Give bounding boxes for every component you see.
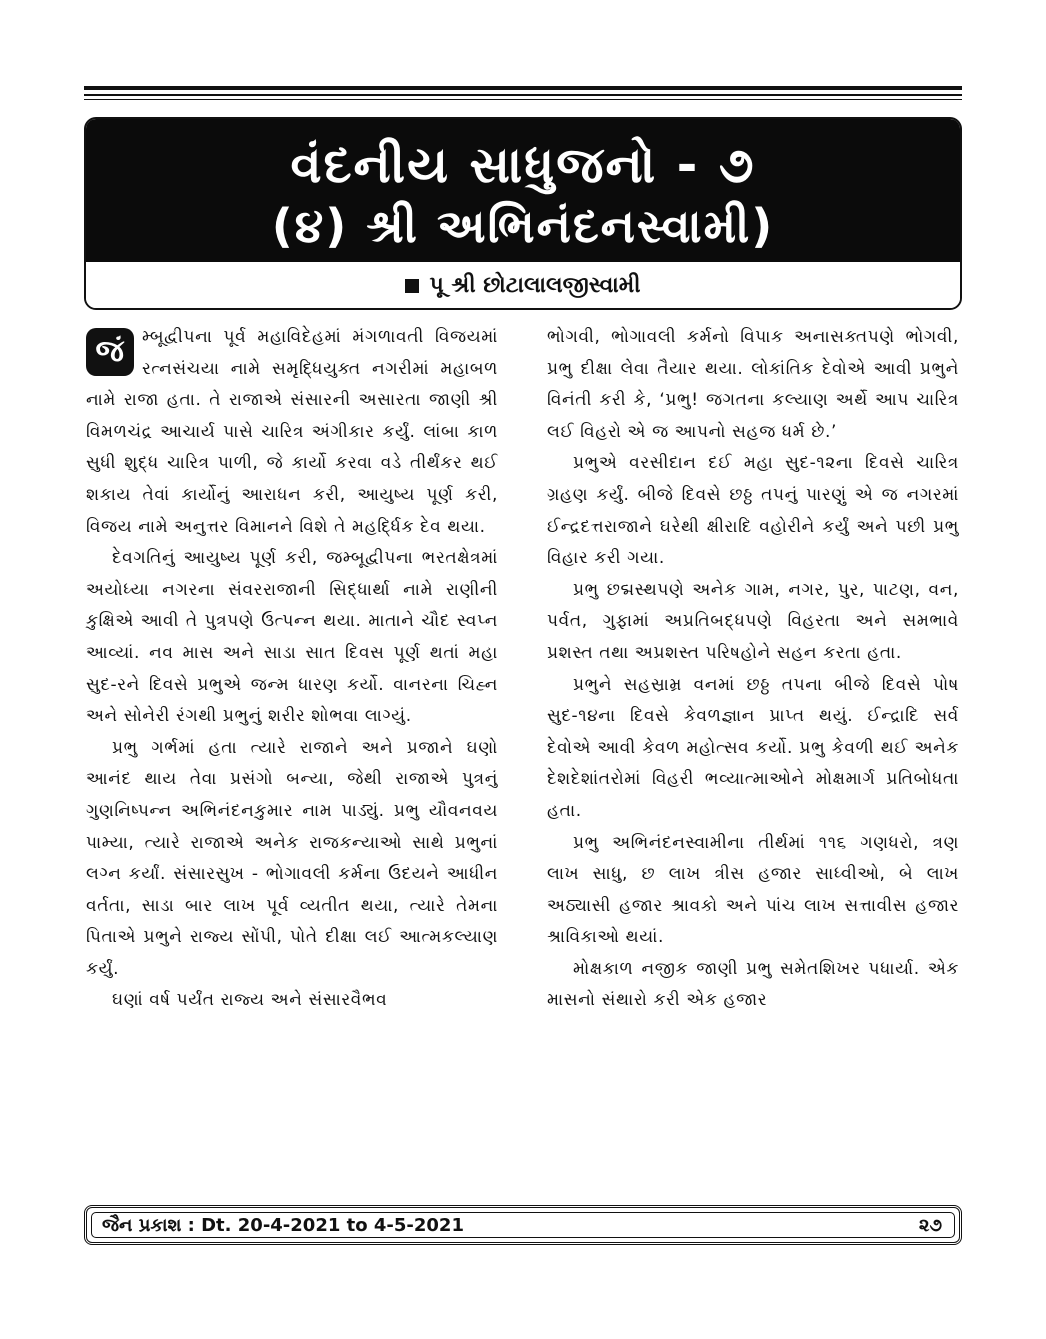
paragraph	[86, 322, 498, 543]
paragraph: ભોગવી, ભોગાવલી કર્મનો વિપાક અનાસક્તપણે ભોગવી, પ્રભુ દીક્ષા લેવા તૈયાર થયા. લોકાંતિક દેવોએ આવી પ્રભુને વિનંતી કરી કે, ‘પ્રભુ! જગતના કલ્યાણ અર્થે આપ ચારિત્ર લઈ વિહરો એ જ આપનો સહજ ધર્મ છે.’	[547, 327, 959, 442]
paragraph: પ્રભુ અભિનંદનસ્વામીના તીર્થમાં ૧૧૬ ગણધરો, ત્રણ લાખ સાધુ, છ લાખ ત્રીસ હજાર સાધ્વીઓ, બે લાખ અઠ્યાસી હજાર શ્રાવકો અને પાંચ લાખ સત્તાવીસ હજાર શ્રાવિકાઓ થયાં.	[547, 832, 959, 948]
paragraph: પ્રભુએ વરસીદાન દઈ મહા સુદ-૧૨ના દિવસે ચારિત્ર ગ્રહણ કર્યું. બીજે દિવસે છઠ્ઠ તપનું પારણું એ જ નગરમાં ઈન્દ્રદત્તરાજાને ઘરેથી ક્ષીરાદિ વહોરીને કર્યું અને પછી પ્રભુ વિહાર કરી ગયા.	[547, 453, 959, 569]
publication-info: જૈન પ્રકાશ : Dt. 20-4-2021 to 4-5-2021	[102, 1215, 464, 1236]
series-title: વંદનીય સાધુજનો - ૭	[290, 136, 756, 194]
paragraph: પ્રભુ છદ્મસ્થપણે અનેક ગામ, નગર, પુર, પાટણ, વન, પર્વત, ગુફામાં અપ્રતિબદ્ધપણે વિહરતા અને સમભાવે પ્રશસ્ત તથા અપ્રશસ્ત પરિષહોને સહન કરતા હતા.	[547, 579, 959, 663]
paragraph: ઘણાં વર્ષ પર્યંત રાજ્ય અને સંસારવૈભવ	[112, 990, 388, 1011]
author-line	[86, 262, 960, 310]
paragraph: દેવગતિનું આયુષ્ય પૂર્ણ કરી, જમ્બૂદ્વીપના ભરતક્ષેત્રમાં અયોધ્યા નગરના સંવરરાજાની સિદ્ધાર્થા નામે રાણીની કુક્ષિએ આવી તે પુત્રપણે ઉત્પન્ન થયા. માતાને ચૌદ સ્વપ્ન આવ્યાં. નવ માસ અને સાડા સાત દિવસ પૂર્ણ થતાં મહા સુદ-રને દિવસે પ્રભુએ જન્મ ધારણ કર્યો. વાનરના ચિહ્ન અને સોનેરી રંગથી પ્રભુનું શરીર શોભવા લાગ્યું.	[86, 548, 498, 727]
article-title: (૪) શ્રી અભિનંદનસ્વામી)	[271, 199, 775, 253]
title-box	[84, 117, 962, 310]
left-column	[86, 322, 498, 1017]
footer	[84, 1205, 962, 1245]
top-rule-thick	[84, 86, 962, 90]
paragraph-text: મ્બૂદ્વીપના પૂર્વ મહાવિદેહમાં મંગળાવતી વિજયમાં રત્નસંચયા નામે સમૃદ્ધિયુક્ત નગરીમાં મહાબળ નામે રાજા હતા. તે રાજાએ સંસારની અસારતા જાણી શ્રી વિમળચંદ્ર આચાર્ય પાસે ચારિત્ર અંગીકાર કર્યું. લાંબા કાળ સુધી શુદ્ધ ચારિત્ર પાળી, જે કાર્યો કરવા વડે તીર્થંકર થઈ શકાય તેવાં કાર્યોનું આરાધન કરી, આયુષ્ય પૂર્ણ કરી, વિજય નામે અનુત્તર વિમાનને વિશે તે મહર્દ્ધિક દેવ થયા.	[86, 327, 498, 537]
right-column	[547, 322, 959, 1017]
paragraph: મોક્ષકાળ નજીક જાણી પ્રભુ સમેતશિખર પધાર્યા. એક માસનો સંથારો કરી એક હજાર	[547, 958, 959, 1011]
top-rule-medium	[84, 94, 962, 96]
author-name: પૂ શ્રી છોટાલાલજીસ્વામી	[429, 273, 641, 298]
footer-inner-frame	[91, 1212, 955, 1238]
paragraph: પ્રભુને સહસ્રામ્ર વનમાં છઠ્ઠ તપના બીજે દિવસે પોષ સુદ-૧૪ના દિવસે કેવળજ્ઞાન પ્રાપ્ત થયું. ઈન્દ્રાદિ સર્વ દેવોએ આવી કેવળ મહોત્સવ કર્યો. પ્રભુ કેવળી થઈ અનેક દેશદેશાંતરોમાં વિહરી ભવ્યાત્માઓને મોક્ષમાર્ગ પ્રતિબોધતા હતા.	[547, 674, 959, 821]
paragraph: પ્રભુ ગર્ભમાં હતા ત્યારે રાજાને અને પ્રજાને ઘણો આનંદ થાય તેવા પ્રસંગો બન્યા, જેથી રાજાએ પુત્રનું ગુણનિષ્પન્ન અભિનંદનકુમાર નામ પાડ્યું. પ્રભુ યૌવનવય પામ્યા, ત્યારે રાજાએ અનેક રાજકન્યાઓ સાથે પ્રભુનાં લગ્ન કર્યાં. સંસારસુખ - ભોગાવલી કર્મના ઉદયને આધીન વર્તતા, સાડા બાર લાખ પૂર્વ વ્યતીત થયા, ત્યારે તેમના પિતાએ પ્રભુને રાજ્ય સોંપી, પોતે દીક્ષા લઈ આત્મકલ્યાણ કર્યું.	[86, 737, 498, 979]
square-bullet-icon	[405, 279, 419, 293]
drop-cap: જં	[86, 328, 134, 376]
top-rule-thin	[84, 99, 962, 100]
page-number: ૨૭	[918, 1215, 942, 1236]
title-banner	[86, 119, 960, 262]
